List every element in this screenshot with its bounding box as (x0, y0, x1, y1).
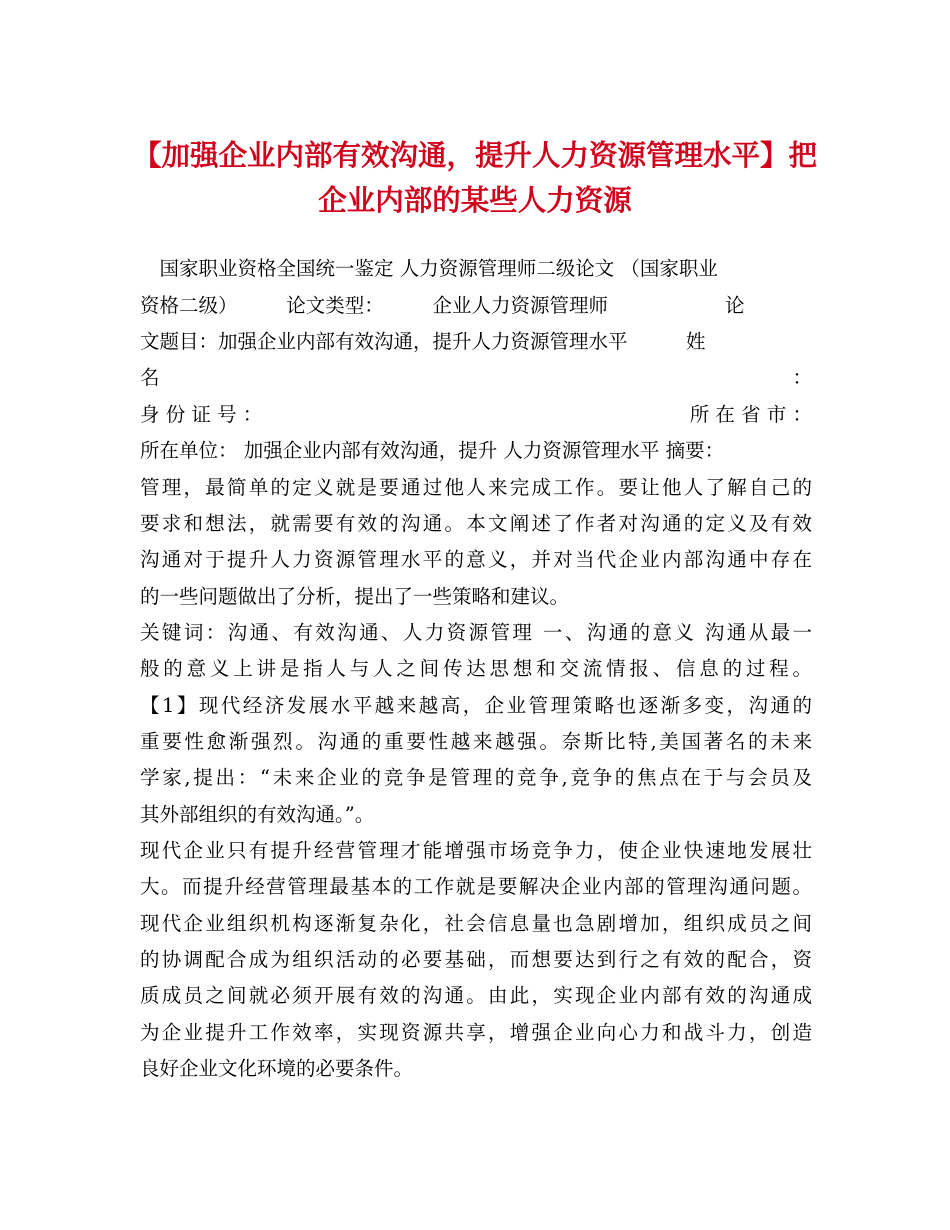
body-line: 资格二级） 论文类型： 企业人力资源管理师 论 (140, 294, 745, 317)
body-line: 国家职业资格全国统一鉴定 人力资源管理师二级论文 （国家职业 (140, 257, 718, 280)
document-title-line-1: 【加强企业内部有效沟通，提升人力资源管理水平】把 (132, 138, 817, 172)
body-line: 其外部组织的有效沟通。”。 (140, 803, 375, 826)
body-line: 现代企业只有提升经营管理才能增强市场竞争力，使企业快速地发展壮 (140, 839, 812, 862)
name-label: 名 (140, 366, 160, 389)
body-line: 为企业提升工作效率，实现资源共享，增强企业向心力和战斗力，创造 (140, 1021, 812, 1044)
body-line (140, 397, 812, 433)
body-line: 现代企业组织机构逐渐复杂化，社会信息量也急剧增加，组织成员之间 (140, 912, 812, 935)
body-line (140, 360, 812, 396)
body-line: 般的意义上讲是指人与人之间传达思想和交流情报、信息的过程。 (140, 657, 812, 680)
body-line: 要求和想法，就需要有效的沟通。本文阐述了作者对沟通的定义及有效 (140, 512, 812, 535)
document-title-line-2: 企业内部的某些人力资源 (318, 183, 632, 217)
body-line: 良好企业文化环境的必要条件。 (140, 1057, 414, 1080)
body-line: 文题目：加强企业内部有效沟通，提升人力资源管理水平 姓 (140, 330, 706, 353)
body-line: 质成员之间就必须开展有效的沟通。由此，实现企业内部有效的沟通成 (140, 984, 812, 1007)
id-number-label: 身 份 证 号 ： (140, 403, 263, 426)
body-line: 学家,提出：“未来企业的竞争是管理的竞争,竞争的焦点在于与会员及 (140, 766, 812, 789)
body-line: 所在单位： 加强企业内部有效沟通，提升 人力资源管理水平 摘要： (140, 439, 725, 462)
province-label: 所 在 省 市 ： (689, 403, 812, 426)
name-colon: ： (792, 366, 812, 389)
body-line: 沟通对于提升人力资源管理水平的意义，并对当代企业内部沟通中存在 (140, 548, 812, 571)
body-line: 重要性愈渐强烈。沟通的重要性越来越强。奈斯比特,美国著名的未来 (140, 730, 812, 753)
body-line: 的协调配合成为组织活动的必要基础，而想要达到行之有效的配合，资 (140, 948, 812, 971)
body-line: 关键词：沟通、有效沟通、人力资源管理 一、沟通的意义 沟通从最一 (140, 621, 812, 644)
body-line: 【1】现代经济发展水平越来越高，企业管理策略也逐渐多变，沟通的 (140, 694, 812, 717)
body-line: 大。而提升经营管理最基本的工作就是要解决企业内部的管理沟通问题。 (140, 875, 812, 898)
body-line: 管理，最简单的定义就是要通过他人来完成工作。要让他人了解自己的 (140, 476, 812, 499)
body-line: 的一些问题做出了分析，提出了一些策略和建议。 (140, 585, 570, 608)
